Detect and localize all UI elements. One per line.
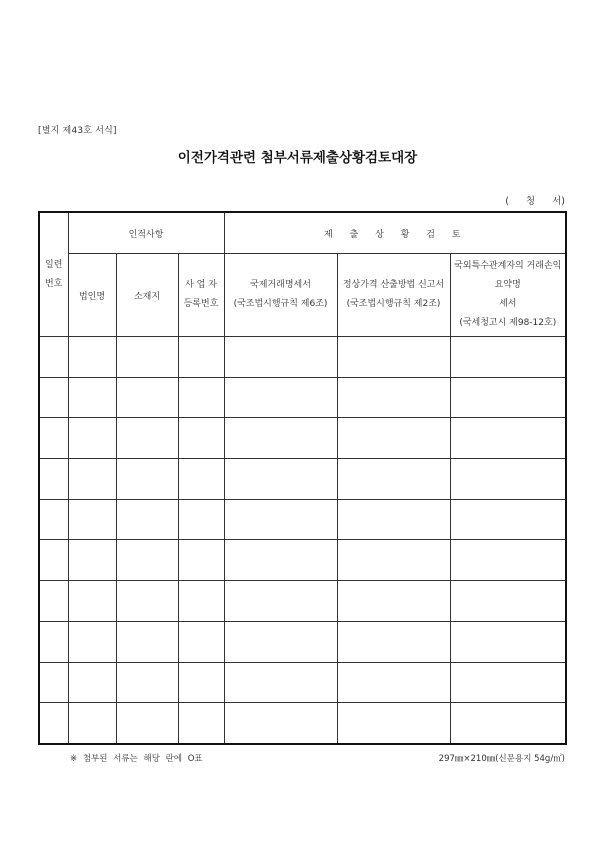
table-cell[interactable]	[337, 540, 450, 581]
table-cell[interactable]	[39, 377, 68, 418]
table-cell[interactable]	[39, 540, 68, 581]
table-cell[interactable]	[116, 621, 178, 662]
table-cell[interactable]	[116, 377, 178, 418]
table-cell[interactable]	[337, 703, 450, 744]
table-cell[interactable]	[178, 499, 224, 540]
table-row	[39, 377, 566, 418]
table-cell[interactable]	[450, 418, 566, 459]
department-field: ( 청 서)	[505, 196, 565, 207]
table-cell[interactable]	[337, 337, 450, 378]
table-cell[interactable]	[450, 337, 566, 378]
ledger-body	[39, 337, 566, 745]
table-row	[39, 337, 566, 378]
table-cell[interactable]	[224, 581, 337, 622]
table-cell[interactable]	[450, 662, 566, 703]
table-cell[interactable]	[178, 540, 224, 581]
header-business-registration: 사 업 자 등록번호	[178, 254, 224, 337]
table-row	[39, 418, 566, 459]
table-cell[interactable]	[116, 581, 178, 622]
table-cell[interactable]	[68, 581, 116, 622]
table-cell[interactable]	[178, 621, 224, 662]
header-group-personal-info: 인적사항	[68, 212, 224, 254]
table-cell[interactable]	[178, 662, 224, 703]
table-cell[interactable]	[337, 499, 450, 540]
table-cell[interactable]	[116, 499, 178, 540]
table-cell[interactable]	[39, 621, 68, 662]
table-cell[interactable]	[224, 621, 337, 662]
table-cell[interactable]	[450, 621, 566, 662]
table-row	[39, 499, 566, 540]
table-row	[39, 703, 566, 744]
table-cell[interactable]	[39, 337, 68, 378]
table-cell[interactable]	[68, 418, 116, 459]
table-cell[interactable]	[224, 662, 337, 703]
table-cell[interactable]	[39, 418, 68, 459]
header-foreign-related-party-summary: 국외특수관계자의 거래손익요약명 세서 (국세청고시 제98-12호)	[450, 254, 566, 337]
header-row-columns	[39, 254, 566, 337]
table-cell[interactable]	[39, 459, 68, 500]
header-serial-number: 일련 번호	[39, 212, 68, 337]
header-pricing-method-report: 정상가격 산출방법 신고서 (국조법시행규칙 제2조)	[337, 254, 450, 337]
table-cell[interactable]	[68, 662, 116, 703]
table-row	[39, 540, 566, 581]
table-cell[interactable]	[224, 459, 337, 500]
table-cell[interactable]	[224, 377, 337, 418]
table-cell[interactable]	[450, 540, 566, 581]
table-cell[interactable]	[39, 499, 68, 540]
table-row	[39, 621, 566, 662]
table-cell[interactable]	[116, 418, 178, 459]
table-cell[interactable]	[337, 418, 450, 459]
table-cell[interactable]	[450, 499, 566, 540]
header-location: 소재지	[116, 254, 178, 337]
table-cell[interactable]	[224, 703, 337, 744]
table-cell[interactable]	[68, 459, 116, 500]
table-cell[interactable]	[68, 540, 116, 581]
table-cell[interactable]	[116, 662, 178, 703]
table-cell[interactable]	[68, 621, 116, 662]
table-cell[interactable]	[39, 581, 68, 622]
review-ledger-table	[38, 211, 567, 745]
table-cell[interactable]	[68, 337, 116, 378]
table-row	[39, 662, 566, 703]
table-cell[interactable]	[224, 540, 337, 581]
table-cell[interactable]	[116, 459, 178, 500]
table-cell[interactable]	[116, 337, 178, 378]
table-cell[interactable]	[337, 621, 450, 662]
table-cell[interactable]	[337, 662, 450, 703]
table-cell[interactable]	[68, 703, 116, 744]
table-cell[interactable]	[224, 499, 337, 540]
header-corporation-name: 법인명	[68, 254, 116, 337]
table-cell[interactable]	[450, 377, 566, 418]
table-row	[39, 459, 566, 500]
form-number-label: [별지 제43호 서식]	[38, 126, 117, 136]
document-title: 이전가격관련 첨부서류제출상황검토대장	[177, 150, 418, 166]
table-cell[interactable]	[337, 459, 450, 500]
table-cell[interactable]	[68, 499, 116, 540]
table-cell[interactable]	[450, 459, 566, 500]
table-cell[interactable]	[337, 581, 450, 622]
header-group-submission-review: 제 출 상 황 검 토	[224, 212, 566, 254]
table-cell[interactable]	[178, 703, 224, 744]
table-cell[interactable]	[178, 337, 224, 378]
table-cell[interactable]	[450, 581, 566, 622]
table-cell[interactable]	[116, 703, 178, 744]
table-cell[interactable]	[68, 377, 116, 418]
table-cell[interactable]	[178, 459, 224, 500]
table-cell[interactable]	[224, 418, 337, 459]
table-row	[39, 581, 566, 622]
header-international-transaction-statement: 국제거래명세서 (국조법시행규칙 제6조)	[224, 254, 337, 337]
paper-spec: 297㎜×210㎜(신문용지 54g/㎡)	[438, 754, 565, 764]
table-cell[interactable]	[337, 377, 450, 418]
table-cell[interactable]	[178, 377, 224, 418]
table-cell[interactable]	[224, 337, 337, 378]
table-cell[interactable]	[178, 581, 224, 622]
table-cell[interactable]	[39, 662, 68, 703]
table-cell[interactable]	[450, 703, 566, 744]
table-cell[interactable]	[178, 418, 224, 459]
table-cell[interactable]	[39, 703, 68, 744]
footer-note: ※ 첨부된 서류는 해당 란에 O표	[70, 754, 203, 764]
header-row-groups	[39, 212, 566, 254]
table-cell[interactable]	[116, 540, 178, 581]
